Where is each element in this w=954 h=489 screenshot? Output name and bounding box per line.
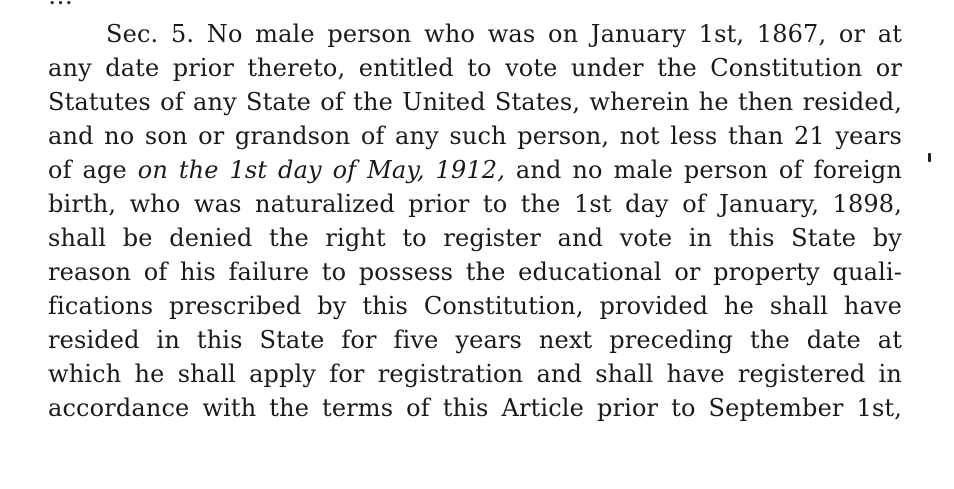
line-text: reason of his failure to possess the educational or property quali- bbox=[48, 258, 902, 286]
text-line bbox=[48, 85, 902, 119]
line-italic-text: on the 1st day of May, 1912, bbox=[137, 156, 505, 184]
line-text-after: and no male person of foreign bbox=[504, 156, 902, 184]
text-line bbox=[48, 153, 902, 187]
text-line bbox=[48, 357, 902, 391]
text-line bbox=[48, 289, 902, 323]
text-line bbox=[48, 51, 902, 85]
text-line bbox=[48, 187, 902, 221]
line-text: shall be denied the right to register and vote in this State by bbox=[48, 224, 902, 252]
text-line bbox=[48, 255, 902, 289]
line-text: and no son or grandson of any such person, not less than 21 years bbox=[48, 122, 902, 150]
line-text: fications prescribed by this Constitution, provided he shall have bbox=[48, 292, 902, 320]
line-text: Statutes of any State of the United States, wherein he then resided, bbox=[48, 88, 902, 116]
text-line bbox=[48, 119, 902, 153]
scan-speck-mark bbox=[928, 153, 931, 162]
line-text: resided in this State for five years next preceding the date at bbox=[48, 326, 902, 354]
text-line bbox=[48, 221, 902, 255]
line-text: accordance with the terms of this Article prior to September 1st, bbox=[48, 394, 902, 422]
text-line bbox=[48, 391, 902, 425]
line-text: Sec. 5. No male person who was on January 1st, 1867, or at bbox=[106, 20, 902, 48]
line-text: birth, who was naturalized prior to the 1st day of January, 1898, bbox=[48, 190, 902, 218]
text-line bbox=[48, 323, 902, 357]
text-line bbox=[48, 17, 902, 51]
line-text: which he shall apply for registration and shall have registered in bbox=[48, 360, 902, 388]
line-text: of age bbox=[48, 156, 138, 184]
section-5-paragraph bbox=[48, 17, 902, 425]
cut-off-previous-line bbox=[48, 0, 898, 6]
line-text: any date prior thereto, entitled to vote under the Constitution or bbox=[48, 54, 902, 82]
